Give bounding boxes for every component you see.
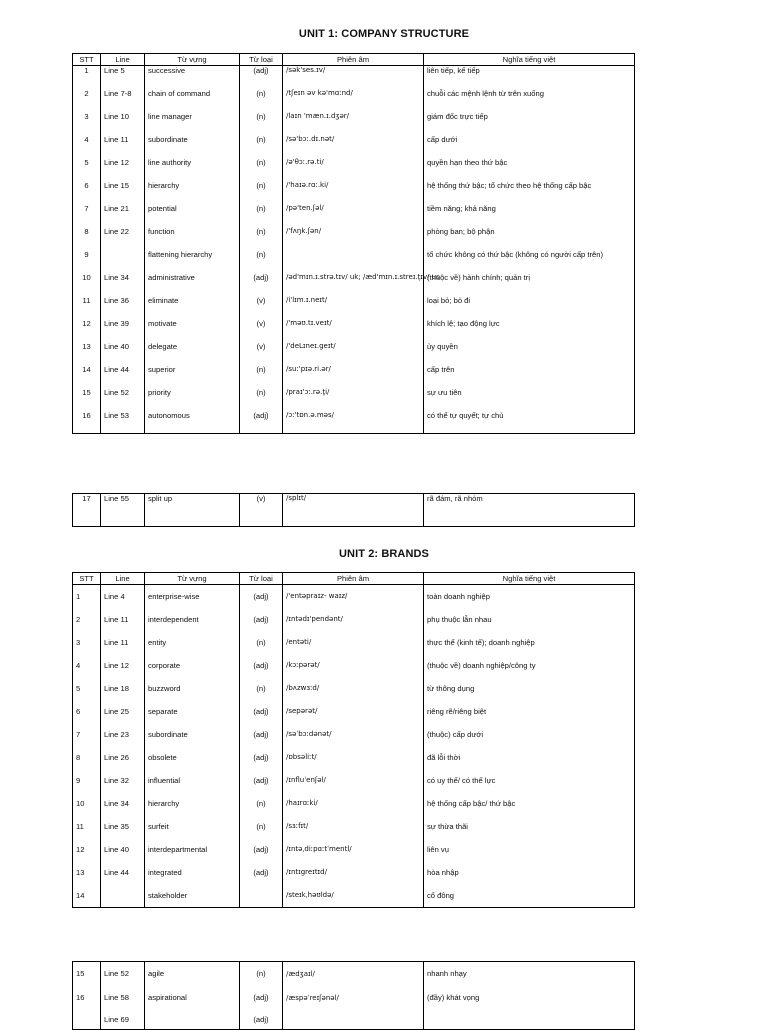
meaning-cell: (thuộc) cấp dưới <box>424 723 635 746</box>
meaning-cell: phòng ban; bộ phận <box>424 227 635 250</box>
column-header: Phiên âm <box>283 573 424 585</box>
pronunciation-cell: /ɔː'tɒn.ə.məs/ <box>283 411 424 434</box>
pos-cell: (adj) <box>240 769 283 792</box>
word-cell: surfeit <box>145 815 240 838</box>
word-cell: successive <box>145 66 240 89</box>
pronunciation-cell: /pə'ten.ʃəl/ <box>283 204 424 227</box>
stt-cell: 14 <box>73 884 101 908</box>
stt-cell: 16 <box>73 986 101 1010</box>
meaning-cell: có thể tự quyết; tự chủ <box>424 411 635 434</box>
pronunciation-cell <box>283 1010 424 1030</box>
meaning-cell: riêng rẽ/riêng biệt <box>424 700 635 723</box>
word-cell: interdependent <box>145 608 240 631</box>
stt-cell: 13 <box>73 861 101 884</box>
stt-cell: 14 <box>73 365 101 388</box>
table-row <box>73 792 635 815</box>
line-cell: Line 44 <box>101 365 145 388</box>
meaning-cell: đã lỗi thời <box>424 746 635 769</box>
stt-cell: 7 <box>73 204 101 227</box>
pronunciation-cell: /səˈbɔːdənət/ <box>283 723 424 746</box>
table-row <box>73 250 635 273</box>
pos-cell: (n) <box>240 227 283 250</box>
line-cell: Line 39 <box>101 319 145 342</box>
pronunciation-cell: /entəti/ <box>283 631 424 654</box>
pronunciation-cell: /'haɪə.rɑː.ki/ <box>283 181 424 204</box>
table-row <box>73 815 635 838</box>
word-cell <box>145 1010 240 1030</box>
word-cell: motivate <box>145 319 240 342</box>
pronunciation-cell: /praɪ'ɔː.rə.t̬i/ <box>283 388 424 411</box>
pronunciation-cell: /sɜːfɪt/ <box>283 815 424 838</box>
word-cell: influential <box>145 769 240 792</box>
pos-cell: (v) <box>240 342 283 365</box>
meaning-cell: tiềm năng; khả năng <box>424 204 635 227</box>
meaning-cell: cấp trên <box>424 365 635 388</box>
pronunciation-cell: /'entəpraɪz- waɪz/ <box>283 585 424 608</box>
table-row <box>73 135 635 158</box>
stt-cell: 12 <box>73 319 101 342</box>
line-cell: Line 40 <box>101 838 145 861</box>
line-cell: Line 21 <box>101 204 145 227</box>
word-cell: hierarchy <box>145 792 240 815</box>
stt-cell: 15 <box>73 388 101 411</box>
table-row <box>73 273 635 296</box>
column-header: Line <box>101 54 145 66</box>
table-row <box>73 700 635 723</box>
stt-cell: 16 <box>73 411 101 434</box>
column-header: Từ loại <box>240 573 283 585</box>
line-cell: Line 34 <box>101 792 145 815</box>
line-cell: Line 12 <box>101 654 145 677</box>
pos-cell: (adj) <box>240 723 283 746</box>
pos-cell: (n) <box>240 365 283 388</box>
pos-cell: (adj) <box>240 608 283 631</box>
meaning-cell: hòa nhập <box>424 861 635 884</box>
pronunciation-cell: /sepərət/ <box>283 700 424 723</box>
meaning-cell: (thuộc về) doanh nghiệp/công ty <box>424 654 635 677</box>
table-header-row <box>73 573 635 585</box>
line-cell <box>101 884 145 908</box>
word-cell: stakeholder <box>145 884 240 908</box>
unit1-vocab-table-continued <box>72 493 635 527</box>
pronunciation-cell: /'deLɪneɪ.geɪt/ <box>283 342 424 365</box>
stt-cell: 1 <box>73 585 101 608</box>
stt-cell: 5 <box>73 677 101 700</box>
pronunciation-cell: /ə'θɔː.rə.ti/ <box>283 158 424 181</box>
table-row <box>73 89 635 112</box>
meaning-cell: cổ đông <box>424 884 635 908</box>
pos-cell: (adj) <box>240 273 283 296</box>
pos-cell: (n) <box>240 181 283 204</box>
word-cell: administrative <box>145 273 240 296</box>
meaning-cell: liên tiếp, kế tiếp <box>424 66 635 89</box>
unit2-title: UNIT 2: BRANDS <box>338 548 429 560</box>
word-cell: function <box>145 227 240 250</box>
word-cell: enterprise-wise <box>145 585 240 608</box>
pronunciation-cell: /steɪkˌhəʊldə/ <box>283 884 424 908</box>
word-cell: flattening hierarchy <box>145 250 240 273</box>
meaning-cell: (thuộc về) hành chính; quản trị <box>424 273 635 296</box>
table-row <box>73 1010 635 1030</box>
word-cell: line manager <box>145 112 240 135</box>
line-cell: Line 52 <box>101 388 145 411</box>
pos-cell: (adj) <box>240 654 283 677</box>
pos-cell: (adj) <box>240 986 283 1010</box>
table-row <box>73 884 635 908</box>
line-cell: Line 5 <box>101 66 145 89</box>
table-row <box>73 677 635 700</box>
stt-cell: 2 <box>73 608 101 631</box>
line-cell: Line 53 <box>101 411 145 434</box>
pos-cell: (n) <box>240 792 283 815</box>
table-row <box>73 861 635 884</box>
pronunciation-cell: /ædʒaɪl/ <box>283 962 424 986</box>
meaning-cell: từ thông dụng <box>424 677 635 700</box>
word-cell: interdepartmental <box>145 838 240 861</box>
unit2-vocab-table-continued <box>72 961 635 1030</box>
pronunciation-cell: /bʌzwɜːd/ <box>283 677 424 700</box>
line-cell: Line 11 <box>101 135 145 158</box>
column-header: Từ vựng <box>145 54 240 66</box>
table-row <box>73 585 635 608</box>
unit2-vocab-table <box>72 572 635 908</box>
pronunciation-cell: /suː'pɪə.ri.ər/ <box>283 365 424 388</box>
meaning-cell: rã đám, rã nhóm <box>424 494 635 527</box>
pos-cell: (v) <box>240 319 283 342</box>
table-row <box>73 411 635 434</box>
line-cell: Line 36 <box>101 296 145 319</box>
pos-cell: (adj) <box>240 585 283 608</box>
table-row <box>73 181 635 204</box>
pronunciation-cell <box>283 250 424 273</box>
meaning-cell: liên vụ <box>424 838 635 861</box>
line-cell: Line 18 <box>101 677 145 700</box>
stt-cell: 7 <box>73 723 101 746</box>
table-row <box>73 838 635 861</box>
word-cell: integrated <box>145 861 240 884</box>
line-cell: Line 58 <box>101 986 145 1010</box>
stt-cell: 11 <box>73 296 101 319</box>
stt-cell: 9 <box>73 250 101 273</box>
meaning-cell: chuỗi các mệnh lệnh từ trên xuống <box>424 89 635 112</box>
pronunciation-cell: /'məʊ.tɪ.veɪt/ <box>283 319 424 342</box>
stt-cell: 3 <box>73 112 101 135</box>
meaning-cell: toàn doanh nghiệp <box>424 585 635 608</box>
stt-cell: 10 <box>73 273 101 296</box>
table-row <box>73 608 635 631</box>
word-cell: entity <box>145 631 240 654</box>
line-cell: Line 40 <box>101 342 145 365</box>
stt-cell: 2 <box>73 89 101 112</box>
column-header: Nghĩa tiếng việt <box>424 573 635 585</box>
stt-cell: 3 <box>73 631 101 654</box>
line-cell: Line 35 <box>101 815 145 838</box>
line-cell: Line 12 <box>101 158 145 181</box>
table-row <box>73 204 635 227</box>
stt-cell: 15 <box>73 962 101 986</box>
word-cell: separate <box>145 700 240 723</box>
pos-cell: (n) <box>240 962 283 986</box>
table-row <box>73 986 635 1010</box>
table-row <box>73 769 635 792</box>
line-cell: Line 69 <box>101 1010 145 1030</box>
pronunciation-cell: /ɒbsəliːt/ <box>283 746 424 769</box>
meaning-cell: giám đốc trực tiếp <box>424 112 635 135</box>
pronunciation-cell: /'fʌŋk.ʃən/ <box>283 227 424 250</box>
pos-cell: (adj) <box>240 838 283 861</box>
pronunciation-cell: /haɪrɑːki/ <box>283 792 424 815</box>
pos-cell: (n) <box>240 204 283 227</box>
pronunciation-cell: /sək'ses.ɪv/ <box>283 66 424 89</box>
line-cell: Line 4 <box>101 585 145 608</box>
table-row <box>73 365 635 388</box>
pronunciation-cell: /æspəˈreɪʃənəl/ <box>283 986 424 1010</box>
word-cell: agile <box>145 962 240 986</box>
pos-cell: (v) <box>240 296 283 319</box>
pos-cell: (adj) <box>240 66 283 89</box>
pos-cell: (n) <box>240 89 283 112</box>
pos-cell: (n) <box>240 135 283 158</box>
word-cell: subordinate <box>145 723 240 746</box>
table-row <box>73 158 635 181</box>
word-cell: autonomous <box>145 411 240 434</box>
word-cell: hierarchy <box>145 181 240 204</box>
meaning-cell: cấp dưới <box>424 135 635 158</box>
stt-cell: 17 <box>73 494 101 527</box>
line-cell: Line 34 <box>101 273 145 296</box>
line-cell: Line 10 <box>101 112 145 135</box>
meaning-cell: phụ thuộc lẫn nhau <box>424 608 635 631</box>
pos-cell: (n) <box>240 388 283 411</box>
line-cell: Line 52 <box>101 962 145 986</box>
meaning-cell: loại bỏ; bỏ đi <box>424 296 635 319</box>
meaning-cell: ủy quyền <box>424 342 635 365</box>
meaning-cell: sự ưu tiên <box>424 388 635 411</box>
line-cell <box>101 250 145 273</box>
table-row <box>73 723 635 746</box>
pronunciation-cell: /i'lɪm.ɪ.neɪt/ <box>283 296 424 319</box>
column-header: STT <box>73 54 101 66</box>
pos-cell: (adj) <box>240 700 283 723</box>
table-row <box>73 342 635 365</box>
pos-cell: (adj) <box>240 411 283 434</box>
unit1-vocab-table <box>72 53 635 434</box>
meaning-cell: quyền hạn theo thứ bậc <box>424 158 635 181</box>
line-cell: Line 22 <box>101 227 145 250</box>
table-row <box>73 631 635 654</box>
pronunciation-cell: /əd'mɪn.ɪ.strə.tɪv/ uk; /æd'mɪn.ɪ.streɪ.t̬ɪv/ us <box>283 273 424 296</box>
stt-cell: 9 <box>73 769 101 792</box>
stt-cell: 6 <box>73 700 101 723</box>
word-cell: superior <box>145 365 240 388</box>
stt-cell <box>73 1010 101 1030</box>
table-row <box>73 746 635 769</box>
table-row <box>73 319 635 342</box>
table-row <box>73 66 635 89</box>
line-cell: Line 11 <box>101 608 145 631</box>
stt-cell: 10 <box>73 792 101 815</box>
stt-cell: 5 <box>73 158 101 181</box>
word-cell: delegate <box>145 342 240 365</box>
pronunciation-cell: /laɪn 'mæn.ɪ.dʒər/ <box>283 112 424 135</box>
pronunciation-cell: /kɔːpərət/ <box>283 654 424 677</box>
pronunciation-cell: /ɪntɪgreɪtɪd/ <box>283 861 424 884</box>
unit1-title: UNIT 1: COMPANY STRUCTURE <box>298 28 470 40</box>
word-cell: buzzword <box>145 677 240 700</box>
word-cell: line authority <box>145 158 240 181</box>
meaning-cell: hệ thống cấp bậc/ thứ bậc <box>424 792 635 815</box>
pos-cell <box>240 884 283 908</box>
word-cell: obsolete <box>145 746 240 769</box>
pos-cell: (n) <box>240 250 283 273</box>
pos-cell: (adj) <box>240 861 283 884</box>
meaning-cell: hệ thống thứ bậc; tổ chức theo hệ thống cấp bậc <box>424 181 635 204</box>
pos-cell: (n) <box>240 815 283 838</box>
stt-cell: 4 <box>73 654 101 677</box>
table-row <box>73 227 635 250</box>
pronunciation-cell: /splɪt/ <box>283 494 424 527</box>
column-header: Line <box>101 573 145 585</box>
word-cell: potential <box>145 204 240 227</box>
pos-cell: (v) <box>240 494 283 527</box>
table-row <box>73 296 635 319</box>
line-cell: Line 44 <box>101 861 145 884</box>
line-cell: Line 15 <box>101 181 145 204</box>
table-row <box>73 494 635 527</box>
pronunciation-cell: /ɪntəˌdiːpɑːtˈmentl/ <box>283 838 424 861</box>
stt-cell: 12 <box>73 838 101 861</box>
stt-cell: 8 <box>73 746 101 769</box>
pos-cell: (n) <box>240 112 283 135</box>
line-cell: Line 25 <box>101 700 145 723</box>
word-cell: split up <box>145 494 240 527</box>
pos-cell: (n) <box>240 677 283 700</box>
pos-cell: (n) <box>240 158 283 181</box>
table-row <box>73 388 635 411</box>
stt-cell: 6 <box>73 181 101 204</box>
pronunciation-cell: /tʃeɪn əv kə'mɑːnd/ <box>283 89 424 112</box>
column-header: Nghĩa tiếng việt <box>424 54 635 66</box>
stt-cell: 8 <box>73 227 101 250</box>
pos-cell: (adj) <box>240 1010 283 1030</box>
line-cell: Line 26 <box>101 746 145 769</box>
table-row <box>73 112 635 135</box>
table-row <box>73 654 635 677</box>
table-header-row <box>73 54 635 66</box>
meaning-cell: sự thừa thãi <box>424 815 635 838</box>
word-cell: priority <box>145 388 240 411</box>
word-cell: aspirational <box>145 986 240 1010</box>
pos-cell: (n) <box>240 631 283 654</box>
pronunciation-cell: /sə'bɔː.dɪ.nət/ <box>283 135 424 158</box>
stt-cell: 1 <box>73 66 101 89</box>
stt-cell: 11 <box>73 815 101 838</box>
meaning-cell: thực thể (kinh tế); doanh nghiệp <box>424 631 635 654</box>
meaning-cell: khích lệ; tạo động lực <box>424 319 635 342</box>
column-header: Phiên âm <box>283 54 424 66</box>
word-cell: subordinate <box>145 135 240 158</box>
word-cell: chain of command <box>145 89 240 112</box>
pos-cell: (adj) <box>240 746 283 769</box>
line-cell: Line 11 <box>101 631 145 654</box>
pronunciation-cell: /ɪnfluˈenʃəl/ <box>283 769 424 792</box>
column-header: Từ loại <box>240 54 283 66</box>
meaning-cell: nhanh nhạy <box>424 962 635 986</box>
pronunciation-cell: /ɪntədɪ'pendənt/ <box>283 608 424 631</box>
stt-cell: 4 <box>73 135 101 158</box>
line-cell: Line 23 <box>101 723 145 746</box>
stt-cell: 13 <box>73 342 101 365</box>
meaning-cell: có uy thế/ có thế lực <box>424 769 635 792</box>
word-cell: eliminate <box>145 296 240 319</box>
word-cell: corporate <box>145 654 240 677</box>
meaning-cell <box>424 1010 635 1030</box>
meaning-cell: tổ chức không có thứ bậc (không có người cấp trên) <box>424 250 635 273</box>
line-cell: Line 32 <box>101 769 145 792</box>
meaning-cell: (đầy) khát vọng <box>424 986 635 1010</box>
column-header: Từ vựng <box>145 573 240 585</box>
table-row <box>73 962 635 986</box>
line-cell: Line 55 <box>101 494 145 527</box>
line-cell: Line 7-8 <box>101 89 145 112</box>
column-header: STT <box>73 573 101 585</box>
